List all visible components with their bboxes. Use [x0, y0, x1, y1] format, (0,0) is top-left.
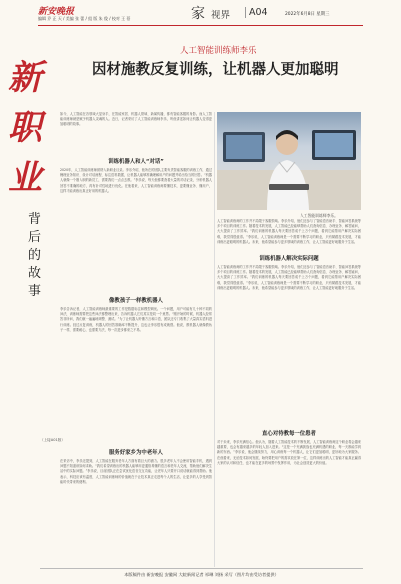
- page-number: A04: [245, 7, 268, 18]
- headline-block: [40, 44, 365, 88]
- masthead-rule: [38, 25, 363, 26]
- section-subtitle: 视界: [211, 10, 231, 21]
- side-char-2: 职: [8, 108, 42, 148]
- section5-heading: 直心对待教每一位患者: [262, 431, 316, 437]
- headline-title: 因材施教反复训练，让机器人更加聪明: [92, 62, 339, 78]
- intro-paragraph: 如今，人工智能在各领域大显身手，在智能家居、机器人领域、新闻传播，都有智能客服的身影。而人工智能训练师就是赋予机器人灵魂的人。近日，记者采访了人工智能训练师李乐，听他讲述如何让机器人变得更加聪明的故事。: [60, 112, 212, 127]
- side-column: [0, 30, 44, 330]
- right-column-continuation: 人工智能训练师的工作并不局限于客服领域。李乐介绍，他们还参与了智能语音助手、智能问答系统等多个项目的训练工作。随着技术的发展，人工智能已经能够帮助人们查询信息、办理业务、解答疑问，大大提高了工作效率。“我们训练的机器人每天要回答成千上万个问题，看到它能帮用户解决实际困难，我觉得很值得。”李乐说，人工智能训练师是一个需要不断学习的职业，只有紧跟技术发展，才能训练出更聪明的机器人。未来，他希望能参与更多领域的训练工作，让人工智能更好地服务于生活。: [217, 219, 361, 244]
- side-char-3: 业: [8, 158, 42, 198]
- footer-credit: 本版稿件由 新安晚报 安徽网 大皖新闻记者 祁琳 刘扬 采写（图片均由受访者提供）: [124, 572, 279, 577]
- section3-body: 人工智能训练师的工作并不局限于客服领域。李乐介绍，他们还参与了智能语音助手、智能问答系统等多个项目的训练工作。随着技术的发展，人工智能已经能够帮助人们查询信息、办理业务、解答疑问，大大提高了工作效率。“我们训练的机器人每天要回答成千上万个问题，看到它能帮用户解决实际困难，我觉得很值得。”李乐说，人工智能训练师是一个需要不断学习的职业，只有紧跟技术发展，才能训练出更聪明的机器人。未来，他希望能参与更多领域的训练工作，让人工智能更好地服务于生活。: [217, 265, 361, 290]
- side-sub-5: 事: [28, 284, 42, 299]
- section3-heading: 训练机器人解决实际问题: [259, 256, 319, 262]
- headline-kicker: 人工智能训练师李乐: [180, 46, 257, 56]
- section1-body: 2020年，人工智能训练师被纳入新职业目录。李乐介绍，他所在的团队主要负责智能客服的训练工作，通过梳理业务知识、设计对话流程、标注语料数据，让机器人能够准确理解用户的问题并给出恰当的回答。“机器人就像一个刚入职的新员工，需要我们一点点去教。”李乐说，每天他都要查看大量的对话记录，分析机器人回答不准确的地方，再有针对性地进行优化。在他看来，人工智能训练师要懂技术，更要懂业务、懂用户，这样才能训练出真正好用的机器人。: [60, 168, 212, 193]
- section-title: 家: [191, 6, 205, 22]
- photo-caption: 人工智能训练师李乐。: [300, 213, 338, 218]
- section2-body: 李乐告诉记者，人工智能训练师最重要的工作是数据标注和模型调优。一个问题，用户可能有几十种不同的问法，训练师需要把这些问法都整理出来，告诉机器人它们其实是同一个意思。“刚开始的时候，机器人经常答非所问，我们就一遍遍地调整、测试。”为了让机器人听懂方言和口语，团队还专门收集了大量真实语料进行训练。经过反复训练，机器人的回答准确率不断提升，这也让李乐很有成就感。他说，教机器人就像教孩子一样，需要耐心，也需要方法，每一次进步都来之不易。: [60, 307, 212, 332]
- side-sub-1: 背: [28, 212, 42, 227]
- side-char-1: 新: [8, 58, 42, 98]
- section5-body: 对于未来，李乐充满信心。他认为，随着人工智能技术的不断发展，人工智能训练师这个职业将会越来越重要，也会有越来越多的年轻人加入进来。“这是一个充满挑战也充满机遇的职业，每一天都能学到新的东西。”李乐说，他会继续努力，用心训练每一个机器人，让它们更加聪明，更好地为大家服务。在他看来，无论技术如何发展，始终要把用户的需求放在第一位，这样训练出的人工智能才能真正赢得大家的认可和信任，也才能在更多的场景中发挥作用，为社会创造更大的价值。: [217, 440, 361, 465]
- continuation-note: （上接A01版）: [40, 438, 65, 442]
- section2-heading: 像教孩子一样教机器人: [109, 298, 163, 304]
- issue-date: 2022年6月8日 星期三: [285, 12, 330, 17]
- section4-body: 在采访中，李乐还提到，人工智能在服务老年人方面有着巨大的潜力。很多老年人不会使用智能手机，遇到问题不知道该如何求助。“我们希望训练出的机器人能够用更通俗易懂的语言和老年人交流，帮助他们解决生活中的实际问题。”李乐说，目前团队正在尝试优化语音交互功能，让老年人只要开口说话就能得到帮助。他表示，科技应该有温度，人工智能训练师的价值就在于让技术真正走进每个人的生活，让更多的人享受到智能时代带来的便利。: [60, 459, 212, 484]
- side-sub-3: 的: [28, 248, 42, 263]
- side-sub-2: 后: [28, 230, 42, 245]
- column-divider: [214, 112, 215, 567]
- newspaper-logo: 新安晚报: [38, 7, 75, 17]
- masthead: [0, 0, 401, 26]
- side-sub-4: 故: [28, 266, 42, 281]
- trainer-photo-illustration: [217, 112, 361, 210]
- section1-heading: 训练机器人和人“对话”: [108, 159, 164, 165]
- section4-heading: 服务好家乡为中老年人: [109, 450, 163, 456]
- footer-rule: [40, 568, 363, 569]
- trainer-photo: [217, 112, 361, 210]
- editor-credits: 编辑 乔 正 天 / 美编 张 蕾 / 组 版 朱 俊 / 校对 王 蓓: [38, 16, 131, 21]
